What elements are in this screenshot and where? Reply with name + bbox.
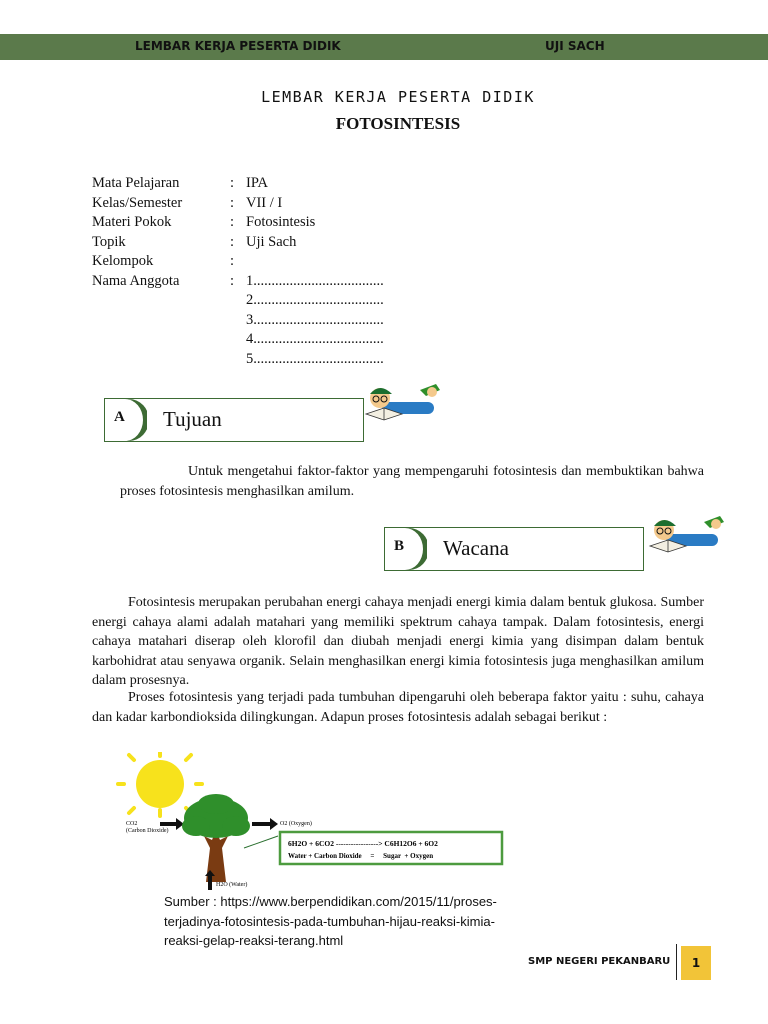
info-label: Materi Pokok [92, 214, 172, 230]
tujuan-text: Untuk mengetahui faktor-faktor yang mempengaruhi fotosintesis dan membuktikan bahwa proses fotosintesis menghasilkan amilum. [120, 464, 704, 499]
document-subtitle: FOTOSINTESIS [335, 114, 461, 133]
member-line[interactable]: 4.................................... [246, 331, 384, 347]
wacana-paragraph-1 [92, 593, 704, 691]
colon: : [230, 253, 235, 269]
info-value: Uji Sach [246, 233, 297, 250]
co2-label: CO2 [126, 821, 138, 827]
info-row [92, 194, 384, 214]
wacana-paragraph-2 [92, 688, 704, 727]
info-label: Nama Anggota [92, 272, 180, 289]
info-value: VII / I [246, 194, 283, 211]
o2-arrow-icon [252, 818, 278, 830]
section-letter: B [394, 538, 405, 554]
section-b-box [384, 527, 644, 571]
info-label: Mata Pelajaran [92, 175, 180, 191]
badge-shape-icon [105, 399, 147, 441]
reading-kid-icon [364, 380, 446, 428]
colon: : [230, 194, 235, 211]
section-title: Tujuan [163, 407, 222, 431]
equation-words: Water + Carbon Dioxide = Sugar + Oxygen [288, 852, 434, 860]
tree-icon [182, 794, 250, 882]
footer-school-name: SMP NEGERI PEKANBARU [528, 956, 671, 967]
info-value: IPA [246, 175, 269, 191]
info-row-members [92, 272, 384, 292]
info-value: Fotosintesis [246, 214, 316, 230]
reading-kid-icon [648, 512, 730, 560]
member-line[interactable]: 3.................................... [246, 311, 384, 328]
info-row [92, 233, 384, 253]
info-label: Topik [92, 233, 126, 250]
info-table [92, 174, 384, 369]
info-row [92, 213, 384, 233]
section-b-badge [385, 528, 427, 570]
colon: : [230, 214, 235, 230]
section-a-box [104, 398, 364, 442]
info-row [92, 174, 384, 194]
wacana-text-1: Fotosintesis merupakan perubahan energi cahaya menjadi energi kimia dalam bentuk glukosa. Sumber energi cahaya alami adalah matahari yang memiliki spektrum cahaya tampak. Dalam fotosintesis, energi cahaya matahari diserap oleh klorofil dan diubah menjadi energi kimia yang disimpan dalam bentuk karbohidrat atau senyawa organik. Selain menghasilkan energi kimia fotosintesis juga menghasilkan amilum dalam prosesnya. [92, 595, 704, 688]
colon: : [230, 272, 235, 289]
colon: : [230, 233, 235, 250]
info-label: Kelompok [92, 253, 154, 269]
wacana-text-2: Proses fotosintesis yang terjadi pada tumbuhan dipengaruhi oleh beberapa faktor yaitu : suhu, cahaya dan kadar karbondioksida dilingkungan. Adapun proses fotosintesis adalah sebagai berikut : [92, 690, 704, 725]
equation-text: 6H2O + 6CO2 -----------------> C6H12O6 + 6O2 [288, 839, 438, 848]
section-title: Wacana [443, 536, 509, 560]
member-line[interactable]: 1.................................... [246, 272, 384, 289]
section-letter: A [114, 409, 125, 425]
sun-icon [118, 752, 202, 816]
document-title: LEMBAR KERJA PESERTA DIDIK [261, 88, 535, 106]
co2-note: (Carbon Dioxide) [126, 828, 169, 834]
member-line[interactable]: 5.................................... [246, 350, 384, 367]
photosynthesis-diagram [106, 752, 506, 890]
page-number: 1 [681, 946, 711, 980]
tujuan-paragraph [120, 462, 704, 501]
colon: : [230, 175, 235, 191]
info-row [92, 252, 384, 272]
member-line[interactable]: 2.................................... [246, 292, 384, 308]
info-label: Kelas/Semester [92, 194, 183, 211]
badge-shape-icon [385, 528, 427, 570]
footer-divider [676, 944, 677, 980]
header-bar [0, 34, 768, 60]
o2-label: O2 (Oxygen) [280, 821, 312, 827]
header-right-text: UJI SACH [545, 39, 605, 53]
header-left-text: LEMBAR KERJA PESERTA DIDIK [135, 39, 341, 53]
water-label: H2O (Water) [216, 882, 248, 888]
section-a-badge [105, 399, 147, 441]
source-citation: Sumber : https://www.berpendidikan.com/2015/11/proses-terjadinya-fotosintesis-pada-tumbuhan-hijau-reaksi-kimia-reaksi-gelap-reaksi-terang.html [164, 894, 497, 948]
connector-line [244, 836, 278, 848]
